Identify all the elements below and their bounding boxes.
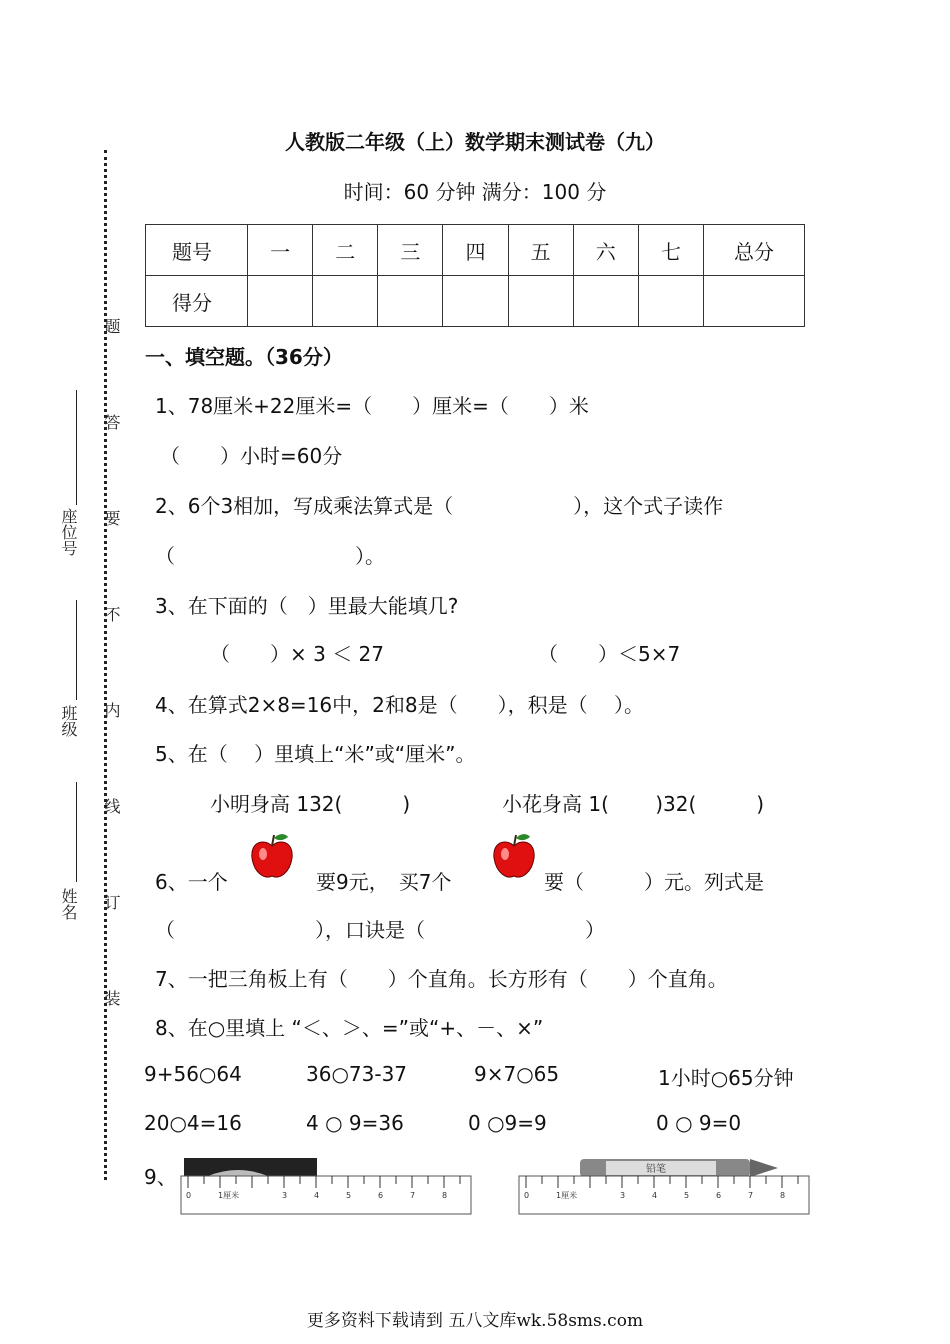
score-cell[interactable] bbox=[378, 276, 443, 327]
exam-info: 时间：60 分钟 满分：100 分 bbox=[343, 180, 607, 204]
score-header-cell: 二 bbox=[313, 225, 378, 276]
score-cell[interactable] bbox=[704, 276, 805, 327]
compare-item: 0 ○9=9 bbox=[468, 1111, 547, 1135]
question-2-line-2: （ ）。 bbox=[155, 544, 385, 568]
score-header-cell: 一 bbox=[248, 225, 313, 276]
name-label: 姓名 bbox=[59, 888, 78, 920]
ruler-with-pencil-image bbox=[516, 1156, 811, 1218]
score-header-cell: 五 bbox=[508, 225, 573, 276]
svg-text:0: 0 bbox=[186, 1191, 192, 1200]
svg-text:6: 6 bbox=[716, 1191, 722, 1200]
question-5-item-a: 小明身高 132( ) bbox=[210, 792, 411, 816]
question-6-line-2: （ ），口诀是（ ） bbox=[155, 918, 605, 942]
question-8: 8、在○里填上 “＜、＞、=”或“+、－、×” bbox=[155, 1016, 544, 1040]
question-6-part-1: 6、一个 bbox=[155, 870, 228, 894]
question-5: 5、在（ ）里填上“米”或“厘米”。 bbox=[155, 742, 476, 766]
svg-text:4: 4 bbox=[314, 1191, 320, 1200]
binding-dotted-line bbox=[104, 150, 107, 1180]
score-header-cell: 题号 bbox=[146, 225, 248, 276]
class-write-line[interactable] bbox=[76, 600, 77, 700]
name-write-line[interactable] bbox=[76, 782, 77, 882]
svg-text:4: 4 bbox=[652, 1191, 658, 1200]
margin-warning-char: 题 bbox=[102, 318, 121, 334]
svg-text:0: 0 bbox=[524, 1191, 530, 1200]
margin-warning-char: 装 bbox=[102, 990, 121, 1006]
svg-text:5: 5 bbox=[346, 1191, 352, 1200]
svg-text:5: 5 bbox=[684, 1191, 690, 1200]
score-header-cell: 三 bbox=[378, 225, 443, 276]
seat-number-write-line[interactable] bbox=[76, 390, 77, 505]
score-cell[interactable] bbox=[313, 276, 378, 327]
class-label: 班级 bbox=[59, 705, 78, 737]
page-title: 人教版二年级（上）数学期末测试卷（九） bbox=[285, 130, 665, 154]
footer-download-note: 更多资料下载请到 五八文库wk.58sms.com bbox=[306, 1311, 644, 1331]
score-header-cell: 四 bbox=[443, 225, 508, 276]
apple-icon bbox=[490, 832, 538, 882]
question-6-part-2: 要9元， 买7个 bbox=[316, 870, 452, 894]
margin-warning-char: 订 bbox=[102, 894, 121, 910]
compare-item: 9×7○65 bbox=[474, 1062, 560, 1086]
question-6-part-3: 要（ ）元。列式是 bbox=[544, 870, 764, 894]
question-9: 9、 bbox=[144, 1165, 177, 1189]
question-5-item-b: 小花身高 1( )32( ) bbox=[502, 792, 765, 816]
ruler-unit-label: 1厘米 bbox=[218, 1191, 240, 1200]
margin-warning-char: 答 bbox=[102, 414, 121, 430]
score-table-score-row bbox=[146, 276, 805, 327]
compare-item: 36○73-37 bbox=[306, 1062, 408, 1086]
score-header-cell: 七 bbox=[638, 225, 703, 276]
compare-item: 1小时○65分钟 bbox=[658, 1066, 794, 1090]
pencil-label: 铅笔 bbox=[646, 1164, 666, 1175]
svg-text:8: 8 bbox=[780, 1191, 786, 1200]
svg-text:7: 7 bbox=[748, 1191, 754, 1200]
question-7: 7、一把三角板上有（ ）个直角。长方形有（ ）个直角。 bbox=[155, 967, 728, 991]
score-table bbox=[145, 224, 805, 327]
question-3-expression-b: （ ）＜5×7 bbox=[538, 642, 681, 666]
svg-text:6: 6 bbox=[378, 1191, 384, 1200]
question-3-expression-a: （ ）× 3 ＜ 27 bbox=[210, 642, 385, 666]
margin-warning-char: 要 bbox=[102, 510, 121, 526]
question-1-line-1: 1、78厘米+22厘米=（ ）厘米=（ ）米 bbox=[155, 394, 589, 418]
score-header-cell: 六 bbox=[573, 225, 638, 276]
margin-warning-char: 不 bbox=[102, 606, 121, 622]
question-1-line-2: （ ）小时=60分 bbox=[160, 444, 343, 468]
question-4: 4、在算式2×8=16中，2和8是（ ），积是（ ）。 bbox=[155, 693, 644, 717]
score-cell[interactable] bbox=[248, 276, 313, 327]
compare-item: 0 ○ 9=0 bbox=[656, 1111, 742, 1135]
compare-item: 9+56○64 bbox=[144, 1062, 242, 1086]
seat-number-label: 座位号 bbox=[59, 508, 78, 556]
score-header-cell: 总分 bbox=[704, 225, 805, 276]
svg-text:3: 3 bbox=[282, 1191, 288, 1200]
score-table-header-row bbox=[146, 225, 805, 276]
margin-warning-char: 线 bbox=[102, 798, 121, 814]
score-cell[interactable] bbox=[443, 276, 508, 327]
score-cell[interactable] bbox=[638, 276, 703, 327]
question-2-line-1: 2、6个3相加，写成乘法算式是（ ），这个式子读作 bbox=[155, 494, 724, 518]
ruler-with-eraser-image bbox=[178, 1156, 473, 1218]
question-3: 3、在下面的（ ）里最大能填几? bbox=[155, 594, 459, 618]
svg-text:7: 7 bbox=[410, 1191, 416, 1200]
svg-text:3: 3 bbox=[620, 1191, 626, 1200]
score-cell[interactable] bbox=[508, 276, 573, 327]
section-heading: 一、填空题。（36分） bbox=[145, 345, 343, 369]
compare-item: 4 ○ 9=36 bbox=[306, 1111, 404, 1135]
svg-text:8: 8 bbox=[442, 1191, 448, 1200]
apple-icon bbox=[248, 832, 296, 882]
ruler-unit-label: 1厘米 bbox=[556, 1191, 578, 1200]
score-cell[interactable] bbox=[573, 276, 638, 327]
margin-warning-char: 内 bbox=[102, 702, 121, 718]
score-label-cell: 得分 bbox=[146, 276, 248, 327]
compare-item: 20○4=16 bbox=[144, 1111, 242, 1135]
